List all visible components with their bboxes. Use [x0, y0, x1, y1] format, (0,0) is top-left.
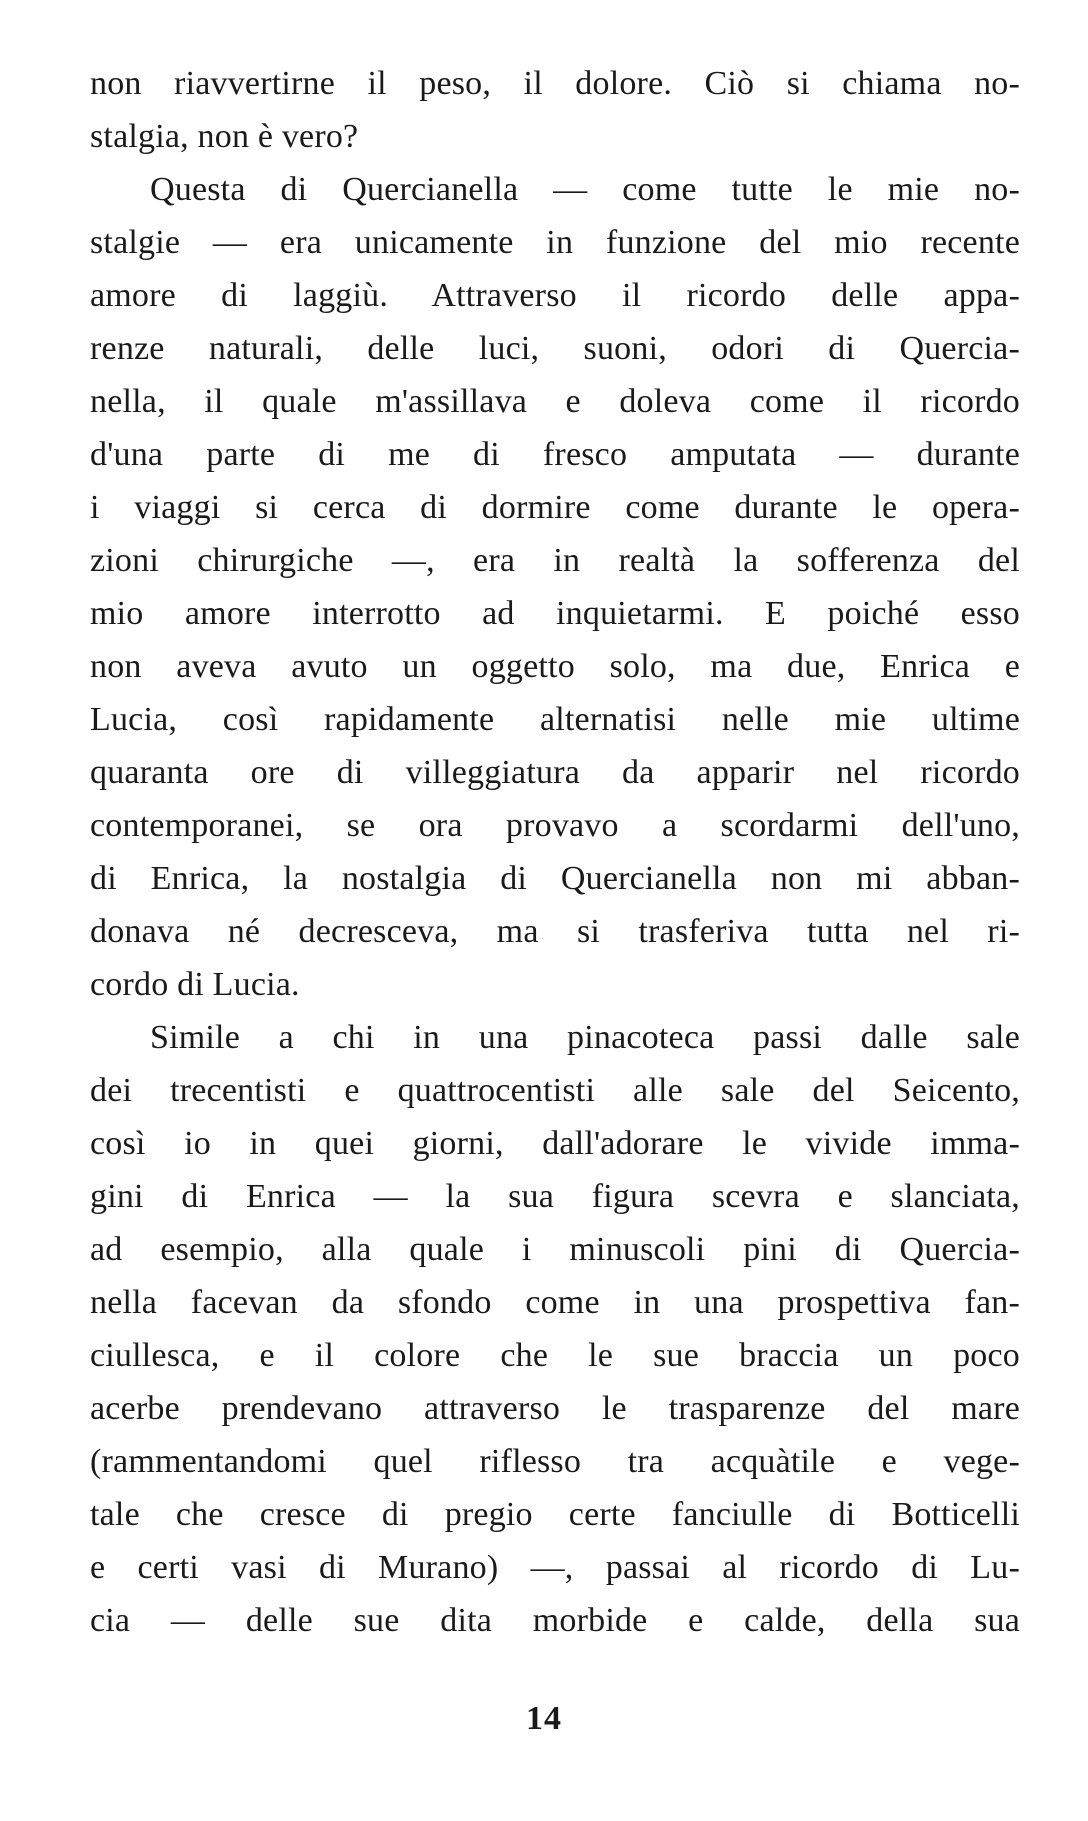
- text-line: amore di laggiù. Attraverso il ricordo delle appa-: [90, 277, 1020, 314]
- text-line: nella facevan da sfondo come in una prospettiva fan-: [90, 1284, 1020, 1321]
- text-line: renze naturali, delle luci, suoni, odori di Quercia-: [90, 330, 1020, 367]
- text-line: e certi vasi di Murano) —, passai al ricordo di Lu-: [90, 1549, 1020, 1586]
- text-line: non riavvertirne il peso, il dolore. Ciò si chiama no-: [90, 65, 1020, 102]
- text-line: gini di Enrica — la sua figura scevra e slanciata,: [90, 1178, 1020, 1215]
- text-line: tale che cresce di pregio certe fanciulle di Botticelli: [90, 1496, 1020, 1533]
- text-line: acerbe prendevano attraverso le trasparenze del mare: [90, 1390, 1020, 1427]
- text-line: donava né decresceva, ma si trasferiva tutta nel ri-: [90, 913, 1020, 950]
- text-line: (rammentandomi quel riflesso tra acquàtile e vege-: [90, 1443, 1020, 1480]
- text-line: cordo di Lucia.: [90, 966, 300, 1003]
- text-line: stalgie — era unicamente in funzione del mio recente: [90, 224, 1020, 261]
- text-line: contemporanei, se ora provavo a scordarmi dell'uno,: [90, 807, 1020, 844]
- page-number: 14: [526, 1700, 562, 1737]
- text-line: così io in quei giorni, dall'adorare le vivide imma-: [90, 1125, 1020, 1162]
- text-line: nella, il quale m'assillava e doleva come il ricordo: [90, 383, 1020, 420]
- text-line: ad esempio, alla quale i minuscoli pini di Quercia-: [90, 1231, 1020, 1268]
- text-line: non aveva avuto un oggetto solo, ma due, Enrica e: [90, 648, 1020, 685]
- body-text: [90, 57, 1020, 1647]
- text-line: zioni chirurgiche —, era in realtà la sofferenza del: [90, 542, 1020, 579]
- text-line: i viaggi si cerca di dormire come durante le opera-: [90, 489, 1020, 526]
- text-line: di Enrica, la nostalgia di Quercianella non mi abban-: [90, 860, 1020, 897]
- text-line: Lucia, così rapidamente alternatisi nelle mie ultime: [90, 701, 1020, 738]
- text-line: d'una parte di me di fresco amputata — durante: [90, 436, 1020, 473]
- text-line: quaranta ore di villeggiatura da apparir nel ricordo: [90, 754, 1020, 791]
- text-line: cia — delle sue dita morbide e calde, della sua: [90, 1602, 1020, 1639]
- text-line: Questa di Quercianella — come tutte le mie no-: [150, 171, 1020, 208]
- text-line: dei trecentisti e quattrocentisti alle sale del Seicento,: [90, 1072, 1020, 1109]
- text-line: Simile a chi in una pinacoteca passi dalle sale: [150, 1019, 1020, 1056]
- text-line: stalgia, non è vero?: [90, 118, 359, 155]
- text-line: mio amore interrotto ad inquietarmi. E poiché esso: [90, 595, 1020, 632]
- text-line: ciullesca, e il colore che le sue braccia un poco: [90, 1337, 1020, 1374]
